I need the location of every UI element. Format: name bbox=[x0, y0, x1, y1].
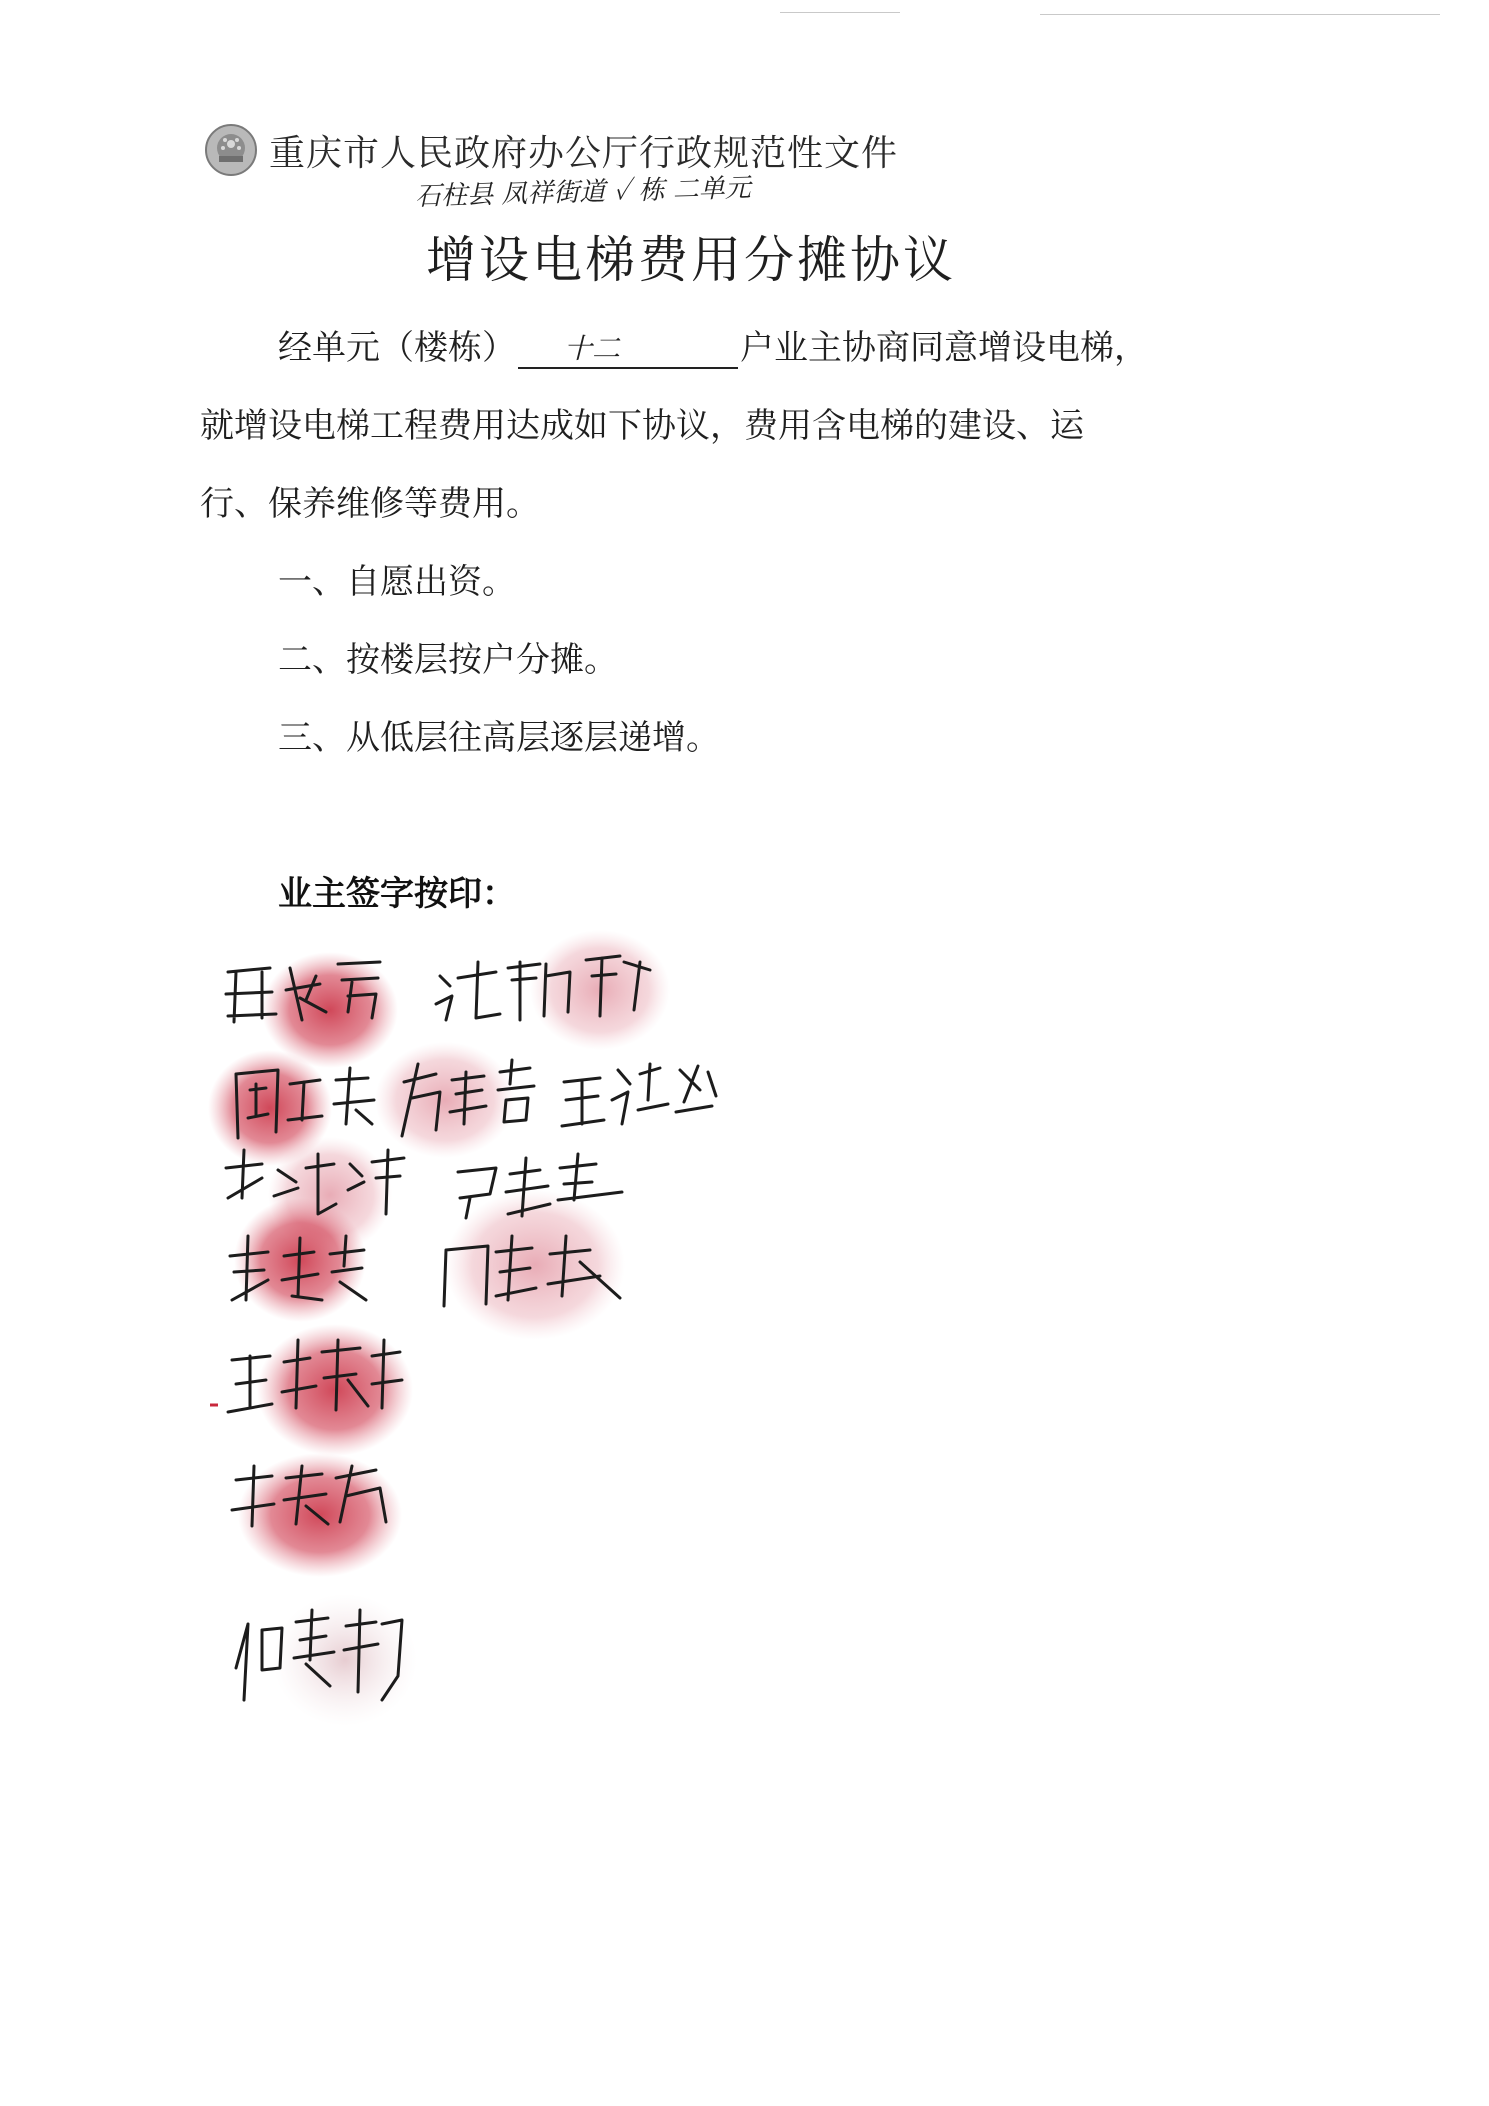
signature-section-label: 业主签字按印： bbox=[278, 874, 516, 914]
paragraph-line: 行、保养维修等费用。 bbox=[200, 484, 540, 524]
signature-mark bbox=[562, 1064, 716, 1126]
fingerprint-mark bbox=[238, 1453, 402, 1577]
fingerprint-mark bbox=[273, 1594, 417, 1726]
fingerprint-mark bbox=[257, 1324, 413, 1456]
clause-item: 二、按楼层按户分摊。 bbox=[278, 640, 618, 680]
issuer-title: 重庆市人民政府办公厅行政规范性文件 bbox=[269, 132, 899, 174]
household-count-blank: 十二 bbox=[518, 329, 738, 369]
paragraph-line: 就增设电梯工程费用达成如下协议，费用含电梯的建设、运 bbox=[200, 406, 1084, 446]
clause-item: 一、自愿出资。 bbox=[278, 562, 516, 602]
fingerprint-mark bbox=[262, 952, 398, 1068]
paragraph-text: 户业主协商同意增设电梯， bbox=[740, 328, 1148, 368]
fingerprint-mark bbox=[445, 1190, 625, 1340]
fingerprint-mark bbox=[375, 1042, 515, 1158]
document-title: 增设电梯费用分摊协议 bbox=[426, 231, 956, 289]
handwritten-address-note: 石柱县 凤祥街道 ✓ 栋 二单元 bbox=[414, 173, 752, 212]
paragraph-text: 经单元（楼栋） bbox=[278, 328, 516, 368]
clause-item: 三、从低层往高层逐层递增。 bbox=[278, 718, 720, 758]
